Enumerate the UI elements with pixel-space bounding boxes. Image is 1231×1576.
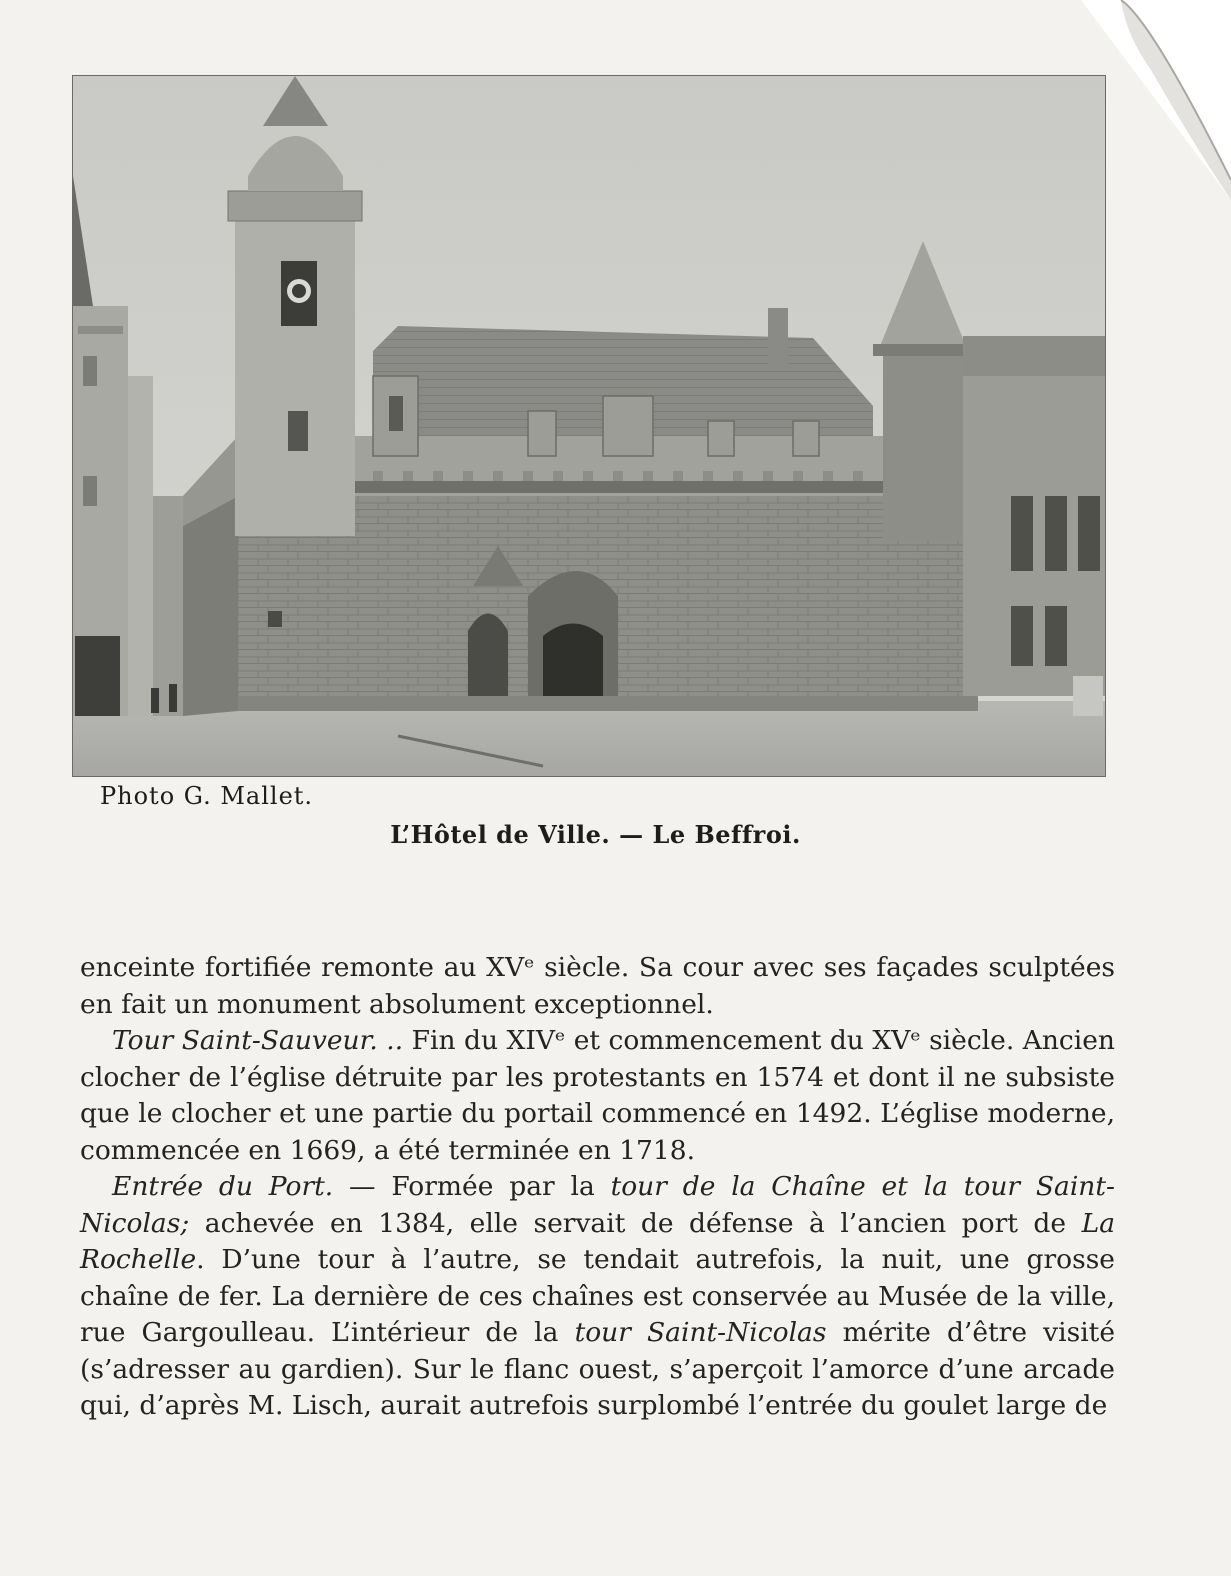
photo-hotel-de-ville [72, 75, 1106, 777]
heading-entree-du-port: Entrée du Port. [112, 1171, 334, 1202]
text-port-c: achevée en 1384, elle servait de défense à l’ancien port de [189, 1207, 1082, 1239]
paragraph-tour-saint-sauveur [80, 1023, 1115, 1169]
text-port-g: mérite d’être visité (s’adresser au gardien). Sur le flanc ouest, s’aperçoit l’amorce d’une arcade qui, d’après M. Lisch, aurait autrefois surplombé l’entrée du goulet large de [80, 1317, 1115, 1421]
text-port-d: La Rochelle [80, 1207, 1115, 1275]
text-port-f: tour Saint-Nicolas [574, 1317, 827, 1348]
text-port-a: — Formée par la [333, 1171, 611, 1202]
photo-caption: L’Hôtel de Ville. — Le Beffroi. [390, 820, 801, 849]
text-tour-saint-sauveur: Fin du XIVᵉ et commencement du XVᵉ siècle. Ancien clocher de l’église détruite par les protestants en 1574 et dont il ne subsiste que le clocher et une partie du portail commencé en 1492. L’église moderne, commencée en 1669, a été terminée en 1718. [80, 1025, 1115, 1166]
folded-corner-shape [1081, 0, 1231, 200]
folded-corner [1081, 0, 1231, 200]
paragraph-entree-du-port [80, 1169, 1115, 1425]
heading-tour-saint-sauveur: Tour Saint-Sauveur. .. [112, 1025, 404, 1056]
body-text [80, 950, 1115, 1425]
text-port-b: tour de la Chaîne et la tour Saint-Nicolas; [80, 1171, 1115, 1239]
paragraph-hotel-de-ville: enceinte fortifiée remonte au XVᵉ siècle. Sa cour avec ses façades sculptées en fait un monument absolument exceptionnel. [80, 952, 1115, 1020]
building-photo-illustration [73, 76, 1105, 776]
text-port-e: . D’une tour à l’autre, se tendait autrefois, la nuit, une grosse chaîne de fer. La dernière de ces chaînes est conservée au Musée de la ville, rue Gargoulleau. L’intérieur de la [80, 1244, 1115, 1348]
photo-credit: Photo G. Mallet. [100, 782, 314, 810]
